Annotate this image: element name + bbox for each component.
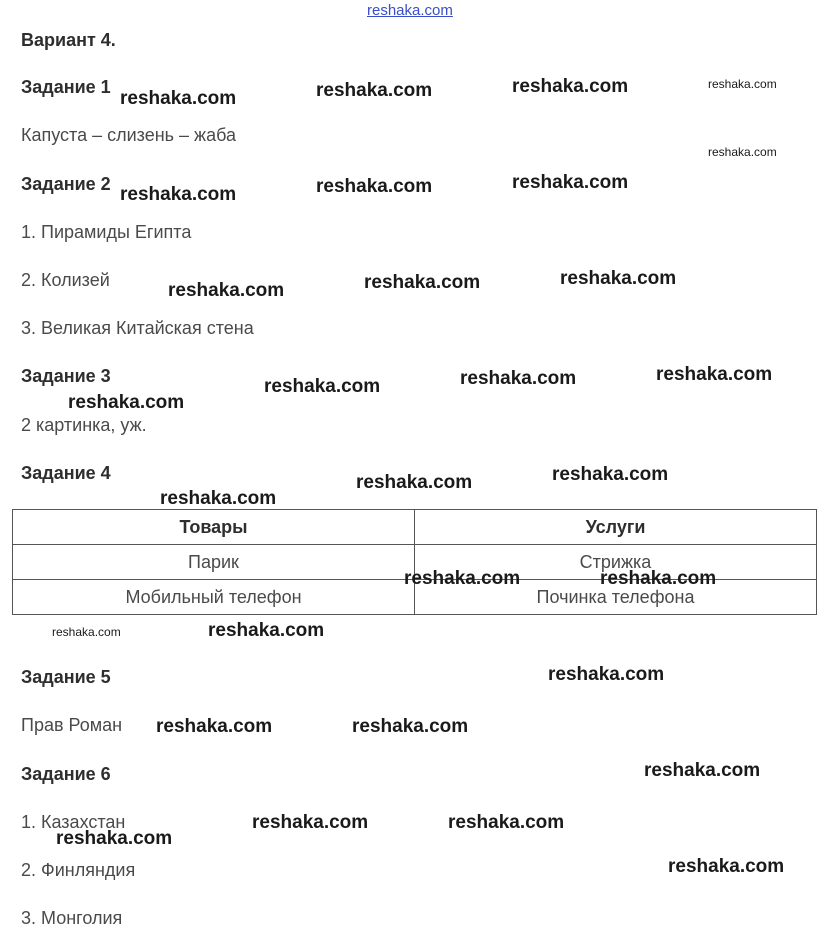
table-cell: Стрижка — [415, 545, 817, 580]
table-cell: Починка телефона — [415, 580, 817, 615]
watermark: reshaka.com — [160, 488, 277, 509]
task-2-item-2: 2. Колизей — [21, 270, 110, 290]
task-6-heading: Задание 6 — [21, 764, 111, 784]
site-link[interactable]: reshaka.com — [367, 2, 453, 19]
task-6-item-2: 2. Финляндия — [21, 860, 136, 880]
watermark: reshaka.com — [52, 625, 121, 639]
table-header-services: Услуги — [415, 510, 817, 545]
watermark: reshaka.com — [708, 145, 777, 159]
watermark: reshaka.com — [644, 760, 761, 781]
watermark: reshaka.com — [448, 812, 565, 833]
watermark: reshaka.com — [512, 76, 629, 97]
table-header-goods: Товары — [13, 510, 415, 545]
task-2-item-1: 1. Пирамиды Египта — [21, 222, 192, 242]
goods-services-table — [12, 509, 817, 615]
watermark: reshaka.com — [668, 856, 785, 877]
watermark: reshaka.com — [56, 828, 173, 849]
watermark: reshaka.com — [264, 376, 381, 397]
watermark: reshaka.com — [120, 88, 237, 109]
watermark: reshaka.com — [708, 77, 777, 91]
watermark: reshaka.com — [316, 80, 433, 101]
task-3-heading: Задание 3 — [21, 366, 111, 386]
task-3-answer: 2 картинка, уж. — [21, 415, 147, 435]
watermark: reshaka.com — [548, 664, 665, 685]
watermark: reshaka.com — [156, 716, 273, 737]
watermark: reshaka.com — [364, 272, 481, 293]
task-5-heading: Задание 5 — [21, 667, 111, 687]
watermark: reshaka.com — [512, 172, 629, 193]
watermark: reshaka.com — [356, 472, 473, 493]
task-1-answer: Капуста – слизень – жаба — [21, 125, 237, 145]
table-cell: Мобильный телефон — [13, 580, 415, 615]
task-6-item-1: 1. Казахстан — [21, 812, 126, 832]
task-2-heading: Задание 2 — [21, 174, 111, 194]
watermark: reshaka.com — [208, 620, 325, 641]
watermark: reshaka.com — [560, 268, 677, 289]
watermark: reshaka.com — [120, 184, 237, 205]
table-header-row — [13, 510, 817, 545]
watermark: reshaka.com — [316, 176, 433, 197]
task-1-heading: Задание 1 — [21, 77, 111, 97]
table-cell: Парик — [13, 545, 415, 580]
watermark: reshaka.com — [352, 716, 469, 737]
watermark: reshaka.com — [68, 392, 185, 413]
watermark: reshaka.com — [460, 368, 577, 389]
task-5-answer: Прав Роман — [21, 715, 123, 735]
watermark: reshaka.com — [168, 280, 285, 301]
task-2-item-3: 3. Великая Китайская стена — [21, 318, 254, 338]
watermark: reshaka.com — [600, 568, 717, 589]
watermark: reshaka.com — [552, 464, 669, 485]
watermark: reshaka.com — [404, 568, 521, 589]
variant-title: Вариант 4. — [21, 30, 116, 50]
task-4-heading: Задание 4 — [21, 463, 111, 483]
watermark: reshaka.com — [252, 812, 369, 833]
task-6-item-3: 3. Монголия — [21, 908, 123, 928]
watermark: reshaka.com — [656, 364, 773, 385]
